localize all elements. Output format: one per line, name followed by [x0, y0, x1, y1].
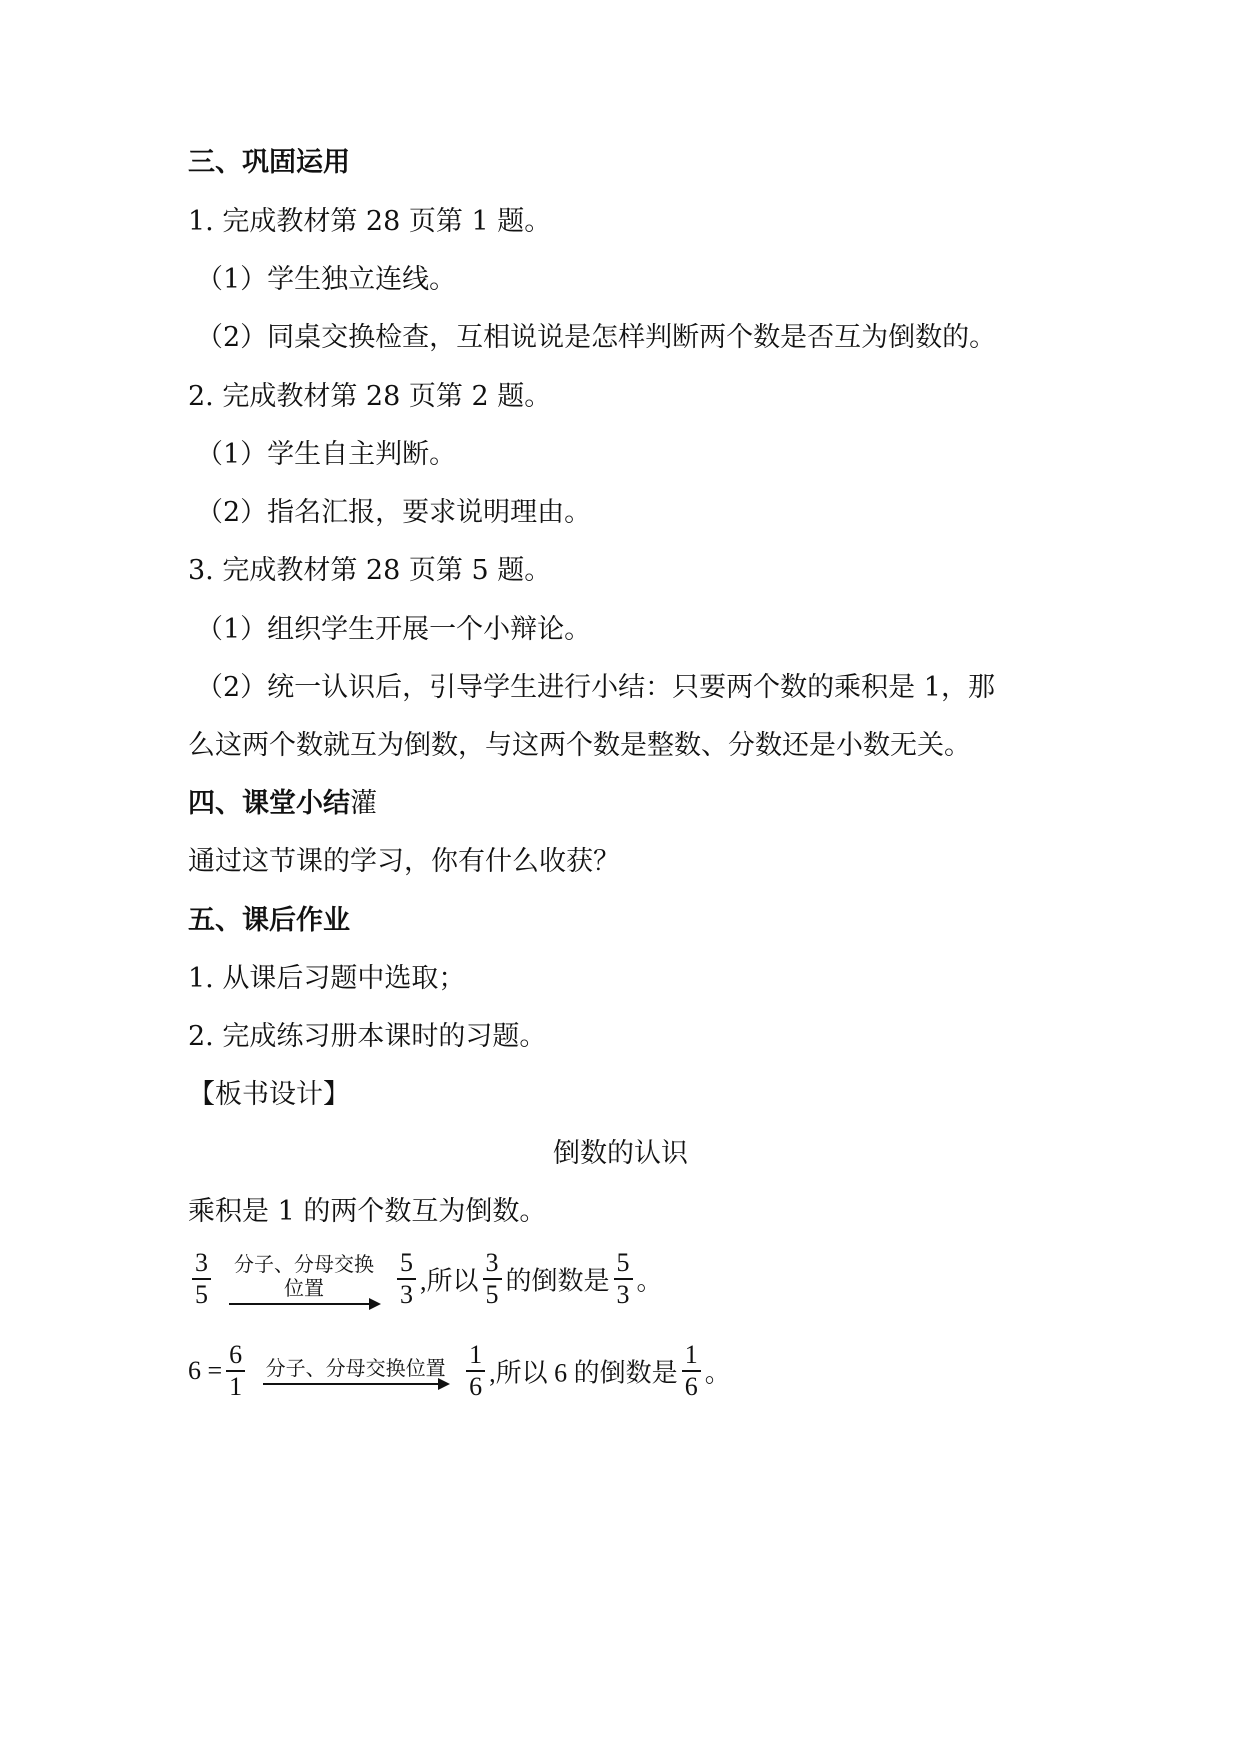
- fraction-denominator: 1: [229, 1372, 243, 1401]
- section5-item-1: 1. 从课后习题中选取；: [188, 963, 466, 994]
- arrow-label: 分子、分母交换位置: [234, 1254, 374, 1300]
- formula-1-fraction-to: [397, 1248, 416, 1310]
- section3-item-3-2: （2）统一认识后，引导学生进行小结：只要两个数的乘积是 1，那: [196, 672, 995, 703]
- fraction-denominator: 6: [684, 1372, 698, 1401]
- fraction-denominator: 5: [195, 1280, 208, 1309]
- fraction-numerator: 1: [682, 1340, 701, 1372]
- formula-1-text-1: ,所以: [420, 1266, 479, 1296]
- section4-title: [188, 784, 377, 824]
- formula-1-fraction-from: [192, 1248, 211, 1310]
- formula-2-fraction-from: [226, 1340, 245, 1402]
- section3-item-2: 2. 完成教材第 28 页第 2 题。: [188, 381, 552, 412]
- right-arrow-icon: [263, 1383, 448, 1385]
- fraction-denominator: 3: [616, 1280, 630, 1309]
- formula-2-fraction-result: [682, 1340, 701, 1402]
- fraction-denominator: 6: [469, 1372, 483, 1401]
- formula-1-text-2: 的倒数是: [505, 1266, 610, 1296]
- section3-title: 三、巩固运用: [188, 147, 350, 178]
- section3-item-1-1: （1）学生独立连线。: [196, 264, 457, 295]
- board-title: 倒数的认识: [553, 1138, 688, 1169]
- formula-1-fraction-ref: [483, 1248, 502, 1310]
- formula-2: [188, 1340, 731, 1402]
- section3-item-3: 3. 完成教材第 28 页第 5 题。: [188, 555, 552, 586]
- fraction-numerator: 6: [226, 1340, 245, 1372]
- formula-2-lead: 6 =: [188, 1356, 223, 1385]
- formula-2-fraction-to: [466, 1340, 485, 1402]
- board-heading: 【板书设计】: [188, 1079, 350, 1110]
- fraction-denominator: 5: [485, 1280, 499, 1309]
- section5-title: 五、课后作业: [188, 905, 350, 936]
- formula-2-end: 。: [704, 1358, 731, 1388]
- formula-2-text-1: ,所以 6 的倒数是: [489, 1358, 678, 1388]
- formula-2-arrow: [255, 1357, 456, 1385]
- fraction-denominator: 3: [400, 1280, 413, 1309]
- section4-text: 通过这节课的学习，你有什么收获？: [188, 846, 620, 877]
- section3-item-1-2: （2）同桌交换检查，互相说说是怎样判断两个数是否互为倒数的。: [196, 322, 997, 353]
- section5-item-2: 2. 完成练习册本课时的习题。: [188, 1021, 547, 1052]
- section3-item-3-1: （1）组织学生开展一个小辩论。: [196, 614, 592, 645]
- board-rule: 乘积是 1 的两个数互为倒数。: [188, 1196, 547, 1227]
- fraction-numerator: 3: [192, 1248, 211, 1280]
- section4-title-text: 四、课堂小结: [188, 788, 350, 819]
- section3-item-1: 1. 完成教材第 28 页第 1 题。: [188, 206, 552, 237]
- formula-1-arrow: [221, 1253, 387, 1305]
- section3-item-2-2: （2）指名汇报，要求说明理由。: [196, 497, 592, 528]
- fraction-numerator: 1: [466, 1340, 485, 1372]
- right-arrow-icon: [229, 1303, 379, 1305]
- fraction-numerator: 3: [483, 1248, 502, 1280]
- fraction-numerator: 5: [397, 1248, 416, 1280]
- formula-1-fraction-result: [614, 1248, 633, 1310]
- section3-item-2-1: （1）学生自主判断。: [196, 439, 457, 470]
- formula-1: [188, 1248, 663, 1310]
- fraction-numerator: 5: [614, 1248, 633, 1280]
- formula-1-end: 。: [636, 1266, 663, 1296]
- arrow-label: 分子、分母交换位置: [265, 1358, 446, 1380]
- section3-item-3-2-cont: 么这两个数就互为倒数，与这两个数是整数、分数还是小数无关。: [188, 730, 971, 761]
- section4-title-tail: 灌: [350, 788, 377, 819]
